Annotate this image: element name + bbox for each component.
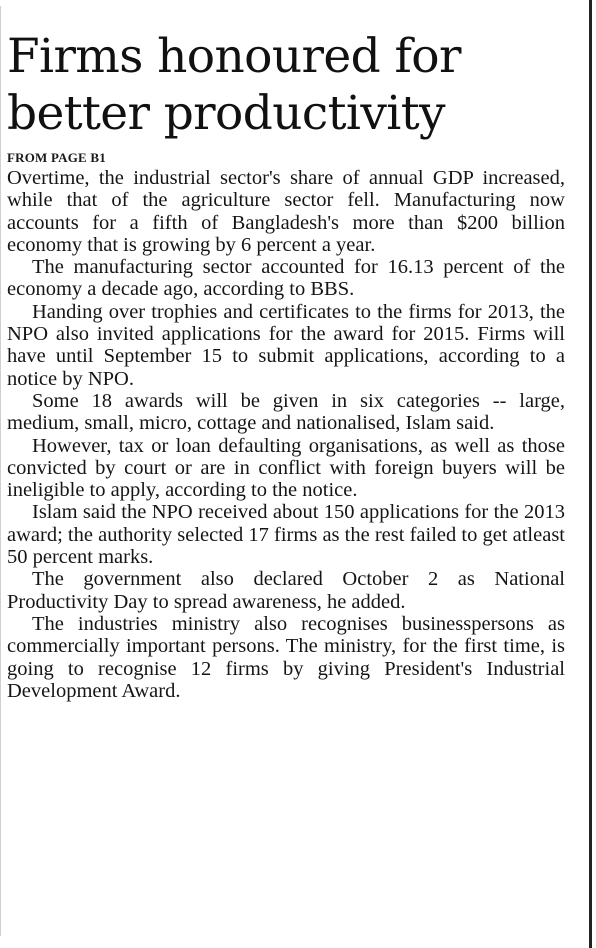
paragraph: The government also declared October 2 as National Productivity Day to spread awareness, he added. xyxy=(7,568,565,613)
paragraph: Some 18 awards will be given in six categories -- large, medium, small, micro, cottage and nationalised, Islam said. xyxy=(7,389,565,435)
column-rule-right xyxy=(589,0,592,948)
headline: Firms honoured for better productivity xyxy=(7,29,461,141)
article-body xyxy=(7,167,565,702)
paragraph: However, tax or loan defaulting organisations, as well as those convicted by court or are in conflict with foreign buyers will be ineligible to apply, according to the notice. xyxy=(7,434,565,502)
paragraph: The industries ministry also recognises businesspersons as commercially important persons. The ministry, for the first time, is going to recognise 12 firms by giving President's Industrial Development Award. xyxy=(7,612,565,702)
paragraph: Overtime, the industrial sector's share of annual GDP increased, while that of the agriculture sector fell. Manufacturing now accounts for a fifth of Bangladesh's more than $200 billion economy that is growing by 6 percent a year. xyxy=(7,167,565,256)
paragraph: Handing over trophies and certificates to the firms for 2013, the NPO also invited applications for the award for 2015. Firms will have until September 15 to submit applications, according to a notice by NPO. xyxy=(7,300,565,390)
article xyxy=(7,28,565,702)
column-rule-left xyxy=(0,6,1,936)
paragraph: Islam said the NPO received about 150 applications for the 2013 award; the authority selected 17 firms as the rest failed to get atleast 50 percent marks. xyxy=(7,501,565,569)
jump-line: FROM PAGE B1 xyxy=(7,150,106,165)
paragraph: The manufacturing sector accounted for 16.13 percent of the economy a decade ago, according to BBS. xyxy=(7,256,565,301)
